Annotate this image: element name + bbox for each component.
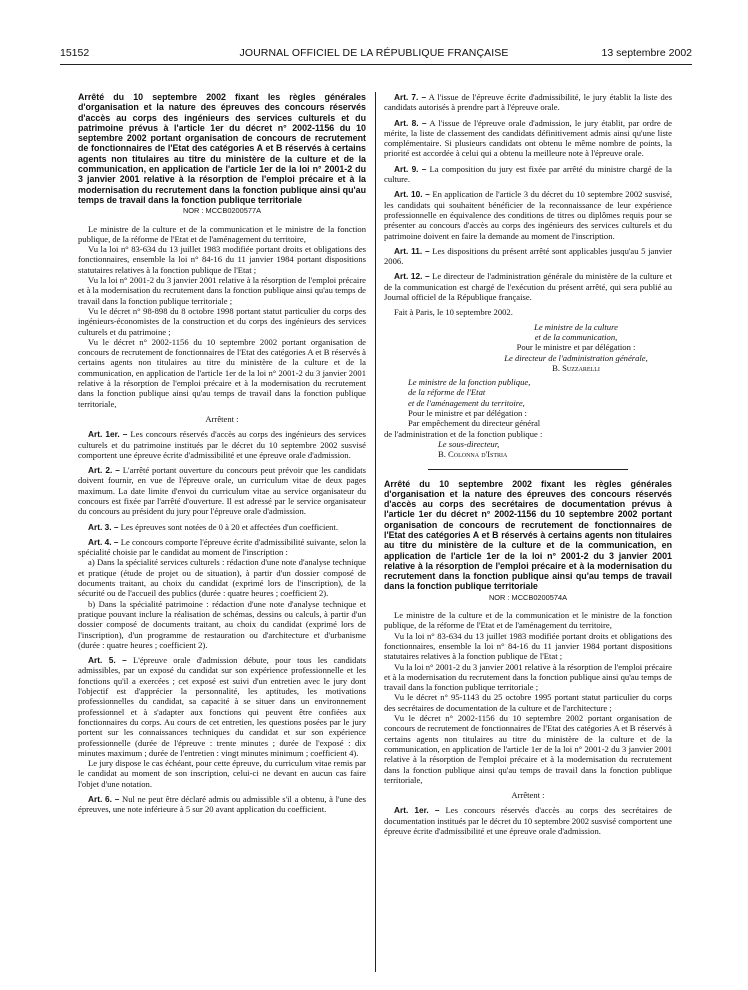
article-text: Nul ne peut être déclaré admis ou admissible s'il a obtenu, à l'une des épreuves, une note inférieure à 5 sur 20 avant application du coefficient. bbox=[78, 794, 366, 815]
page-header bbox=[0, 47, 748, 63]
preamble: Le ministre de la culture et de la communication et le ministre de la fonction publique, de la réforme de l'Etat et de l'aménagement du territoire, bbox=[384, 610, 672, 631]
article-label: Art. 3. – bbox=[88, 521, 119, 532]
article bbox=[384, 118, 672, 159]
page-number: 15152 bbox=[60, 47, 90, 59]
article bbox=[384, 92, 672, 113]
signature-date: Fait à Paris, le 10 septembre 2002. bbox=[394, 307, 513, 318]
journal-title: JOURNAL OFFICIEL DE LA RÉPUBLIQUE FRANÇAISE bbox=[239, 47, 509, 59]
visa: Vu la loi n° 2001-2 du 3 janvier 2001 relative à la résorption de l'emploi précaire et à la modernisation du recrutement dans la fonction publique ainsi qu'au temps de travail dans la fonction publique territoriale ; bbox=[384, 661, 672, 693]
signatory-role: de la réforme de l'Etat bbox=[408, 387, 486, 398]
signature-block-culture bbox=[384, 322, 672, 373]
article bbox=[78, 522, 366, 532]
article-label: Art. 1er. – bbox=[88, 429, 128, 440]
article-item: a) Dans la spécialité services culturels : rédaction d'une note d'analyse technique et pratique (étude de projet ou de situation), à partir d'un dossier composé de documents traitant, au choix du candidat (exprimé lors de l'inscription), de la sécurité ou de l'accueil des publics (durée : quatre heures ; coefficient 2). bbox=[78, 557, 366, 599]
visa: Vu le décret n° 98-898 du 8 octobre 1998 portant statut particulier du corps des ingénieurs-économistes de la construction et du corps des ingénieurs des services culturels et du patrimoine ; bbox=[78, 305, 366, 337]
article-text: A l'issue de l'épreuve écrite d'admissibilité, le jury établit la liste des candidats autorisés à prendre part à l'épreuve orale. bbox=[384, 92, 672, 113]
delegation: Par empêchement du directeur général bbox=[408, 418, 541, 429]
preamble: Le ministre de la culture et de la communication et le ministre de la fonction publique, de la réforme de l'Etat et de l'aménagement du territoire, bbox=[78, 223, 366, 244]
article-label: Art. 7. – bbox=[394, 92, 427, 102]
decree-title: Arrêté du 10 septembre 2002 fixant les règles générales d'organisation et la nature des épreuves des concours réservés d'accès au corps des secrétaires de documentation prévus à l'article 1er du décret n° 2002-1156 du 10 septembre 2002 portant organisation de concours de recrutement de fonctionnaires de l'Etat des catégories A et B réservés à certains agents non titulaires au titre du ministère de la culture et de la communication, en application de l'article 1er de la loi n° 2001-2 du 3 janvier 2001 relative à la résorption de l'emploi précaire et à la modernisation du recrutement dans la fonction publique ainsi qu'au temps de travail dans la fonction publique territoriale bbox=[384, 478, 672, 592]
article-text: En application de l'article 3 du décret du 10 septembre 2002 susvisé, les candidats qui souhaitent bénéficier de la reconnaissance de leur expérience professionnelle en équivalence des conditions de titres ou diplômes requis pour se présenter au concours d'accès au corps des ingénieurs des services culturels et du patrimoine doivent en faire la demande au moment de l'inscription. bbox=[384, 189, 672, 241]
article bbox=[384, 805, 672, 836]
article-label: Art. 4. – bbox=[88, 536, 119, 547]
article-label: Art. 1er. – bbox=[394, 805, 440, 816]
delegation: de l'administration et de la fonction publique : bbox=[384, 428, 543, 439]
article-text: Les épreuves sont notées de 0 à 20 et affectées d'un coefficient. bbox=[120, 521, 339, 532]
article bbox=[78, 429, 366, 460]
article-label: Art. 12. – bbox=[394, 271, 430, 282]
signatory-role: et de l'aménagement du territoire, bbox=[408, 397, 525, 408]
signatory-role: Le directeur de l'administration générale, bbox=[504, 352, 648, 363]
nor-reference: NOR : MCCB0200577A bbox=[182, 206, 262, 216]
arretent: Arrêtent : bbox=[511, 790, 545, 801]
signatory-role: Le sous-directeur, bbox=[438, 438, 500, 449]
article-paragraph: Le jury dispose le cas échéant, pour cette épreuve, du curriculum vitae remis par le candidat au moment de son inscription, celui-ci ne devant en aucun cas faire l'objet d'une notation. bbox=[78, 758, 366, 789]
nor-reference: NOR : MCCB0200574A bbox=[488, 592, 568, 602]
article-label: Art. 8. – bbox=[394, 117, 427, 128]
article-label: Art. 6. – bbox=[88, 794, 120, 804]
header-rule bbox=[60, 64, 692, 65]
article-label: Art. 5. – bbox=[88, 655, 127, 666]
article bbox=[384, 246, 672, 267]
delegation: Pour le ministre et par délégation : bbox=[408, 408, 527, 419]
visa: Vu le décret n° 95-1143 du 25 octobre 1995 portant statut particulier du corps des secrétaires de documentation de la culture et de l'architecture ; bbox=[384, 692, 672, 713]
article-text: Le directeur de l'administration générale du ministère de la culture et de la communication est chargé de l'exécution du présent arrêté, qui sera publié au Journal officiel de la République française. bbox=[384, 271, 672, 303]
signature-block-fonction-publique bbox=[384, 377, 672, 459]
signatory-role: Le ministre de la fonction publique, bbox=[408, 377, 531, 388]
article-label: Art. 9. – bbox=[394, 163, 427, 174]
article-item: b) Dans la spécialité patrimoine : rédaction d'une note d'analyse technique et pratique pouvant inclure la réalisation de schémas, dessins ou calculs, à partir d'un dossier composé de documents traitant, au choix du candidat (exprimé lors de l'inscription), d'un programme de restauration ou d'architecture et d'urbanisme (durée : quatre heures ; coefficient 2). bbox=[78, 598, 366, 650]
arretent: Arrêtent : bbox=[205, 413, 239, 424]
article-label: Art. 11. – bbox=[394, 245, 430, 256]
article-text: Les concours réservés d'accès au corps des secrétaires de documentation institués par le décret du 10 septembre 2002 susvisé comportent une épreuve écrite d'admissibilité et une épreuve orale d'admission. bbox=[384, 805, 672, 836]
visa: Vu la loi n° 83-634 du 13 juillet 1983 modifiée portant droits et obligations des fonctionnaires, ensemble la loi n° 84-16 du 11 janvier 1984 portant dispositions statutaires relatives à la fonction publique de l'Etat ; bbox=[78, 244, 366, 275]
article bbox=[78, 465, 366, 516]
article-label: Art. 10. – bbox=[394, 189, 430, 200]
column-divider bbox=[375, 92, 376, 972]
article-text: La composition du jury est fixée par arrêté du ministre chargé de la culture. bbox=[384, 163, 672, 185]
article bbox=[384, 271, 672, 302]
article-text: L'épreuve orale d'admission débute, pour tous les candidats admissibles, par un exposé du candidat sur son expérience professionnelle et les fonctions qu'il a exercées ; cet exposé est suivi d'un entretien avec le jury dont l'objectif est d'apprécier la personnalité, les aptitudes, les motivations professionnelles du candidat, sa capacité à se situer dans un environnement professionnel et à s'adapter aux fonctions qui peuvent être confiées aux fonctionnaires du corps. Au cours de cet entretien, les questions posées par le jury portent sur les connaissances techniques du candidat et sur son expérience professionnelle (durée de l'épreuve : trente minutes ; durée de l'exposé : dix minutes maximum ; durée de l'entretien : vingt minutes minimum ; coefficient 4). bbox=[78, 655, 367, 758]
article bbox=[384, 164, 672, 185]
delegation: Pour le ministre et par délégation : bbox=[516, 342, 636, 353]
article bbox=[78, 794, 366, 815]
article-text: A l'issue de l'épreuve orale d'admission, le jury établit, par ordre de mérite, la liste de classement des candidats définitivement admis ainsi qu'une liste complémentaire. Si plusieurs candidats ont obtenu le même nombre de points, la priorité est accordée à celui qui a obtenu la meilleure note à l'épreuve orale. bbox=[384, 117, 672, 159]
article-text: Les dispositions du présent arrêté sont applicables jusqu'au 5 janvier 2006. bbox=[384, 245, 672, 267]
visa: Vu la loi n° 83-634 du 13 juillet 1983 modifiée portant droits et obligations des fonctionnaires, ensemble la loi n° 84-16 du 11 janvier 1984 portant dispositions statutaires relatives à la fonction publique de l'Etat ; bbox=[384, 630, 672, 662]
visa: Vu le décret n° 2002-1156 du 10 septembre 2002 portant organisation de concours de recrutement de fonctionnaires de l'Etat des catégories A et B réservés à certains agents non titulaires au titre du ministère de la culture et de la communication, en application de l'article 1er de la loi n° 2001-2 du 3 janvier 2001 relative à la résorption de l'emploi précaire et à la modernisation du recrutement dans la fonction publique ainsi qu'au temps de travail dans la fonction publique territoriale, bbox=[384, 713, 672, 785]
article-text: Les concours réservés d'accès au corps des ingénieurs des services culturels et du patrimoine institués par le décret du 10 septembre 2002 susvisé comportent une épreuve écrite d'admissibilité et une épreuve orale d'admission. bbox=[78, 429, 367, 460]
article bbox=[384, 189, 672, 240]
left-column bbox=[78, 92, 366, 815]
visa: Vu le décret n° 2002-1156 du 10 septembre 2002 portant organisation de concours de recrutement de fonctionnaires de l'Etat des catégories A et B réservés à certains agents non titulaires au titre du ministère de la culture et de la communication, en application de l'article 1er de la loi n° 2001-2 du 3 janvier 2001 relative à la résorption de l'emploi précaire et à la modernisation du recrutement dans la fonction publique ainsi qu'au temps de travail dans la fonction publique territoriale, bbox=[78, 336, 366, 409]
signatory-role: et de la communication, bbox=[534, 331, 618, 342]
article bbox=[78, 655, 366, 758]
signatory-name: B. Colonna d'Istria bbox=[438, 449, 508, 460]
article-text: L'arrêté portant ouverture du concours peut prévoir que les candidats doivent fournir, en vue de l'épreuve orale, un curriculum vitae de deux pages maximum. La date limite d'envoi du curriculum vitae au service organisateur du concours est fixée par l'arrêté d'ouverture. Il est adressé par le service organisateur du concours au président du jury pour l'épreuve orale d'admission. bbox=[78, 465, 366, 517]
article bbox=[78, 537, 366, 558]
article-label: Art. 2. – bbox=[88, 465, 120, 476]
signatory-name: B. Suzzarelli bbox=[552, 362, 600, 373]
visa: Vu la loi n° 2001-2 du 3 janvier 2001 relative à la résorption de l'emploi précaire et à la modernisation du recrutement dans la fonction publique ainsi qu'au temps de travail dans la fonction publique territoriale ; bbox=[78, 275, 366, 306]
signatory-role: Le ministre de la culture bbox=[534, 321, 618, 332]
right-column bbox=[384, 92, 672, 836]
issue-date: 13 septembre 2002 bbox=[601, 47, 692, 59]
decree-title: Arrêté du 10 septembre 2002 fixant les règles générales d'organisation et la nature des épreuves des concours réservés d'accès au corps des ingénieurs des services culturels et du patrimoine prévus à l'article 1er du décret n° 2002-1156 du 10 septembre 2002 portant organisation de concours de recrutement de fonctionnaires de l'Etat des catégories A et B réservés à certains agents non titulaires au titre du ministère de la culture et de la communication, en application de l'article 1er de la loi n° 2001-2 du 3 janvier 2001 relative à la résorption de l'emploi précaire et à la modernisation du recrutement dans la fonction publique ainsi qu'au temps de travail dans la fonction publique territoriale bbox=[78, 92, 366, 205]
article-text: Le concours comporte l'épreuve écrite d'admissibilité suivante, selon la spécialité choisie par le candidat au moment de l'inscription : bbox=[78, 536, 366, 558]
section-separator bbox=[428, 469, 628, 470]
